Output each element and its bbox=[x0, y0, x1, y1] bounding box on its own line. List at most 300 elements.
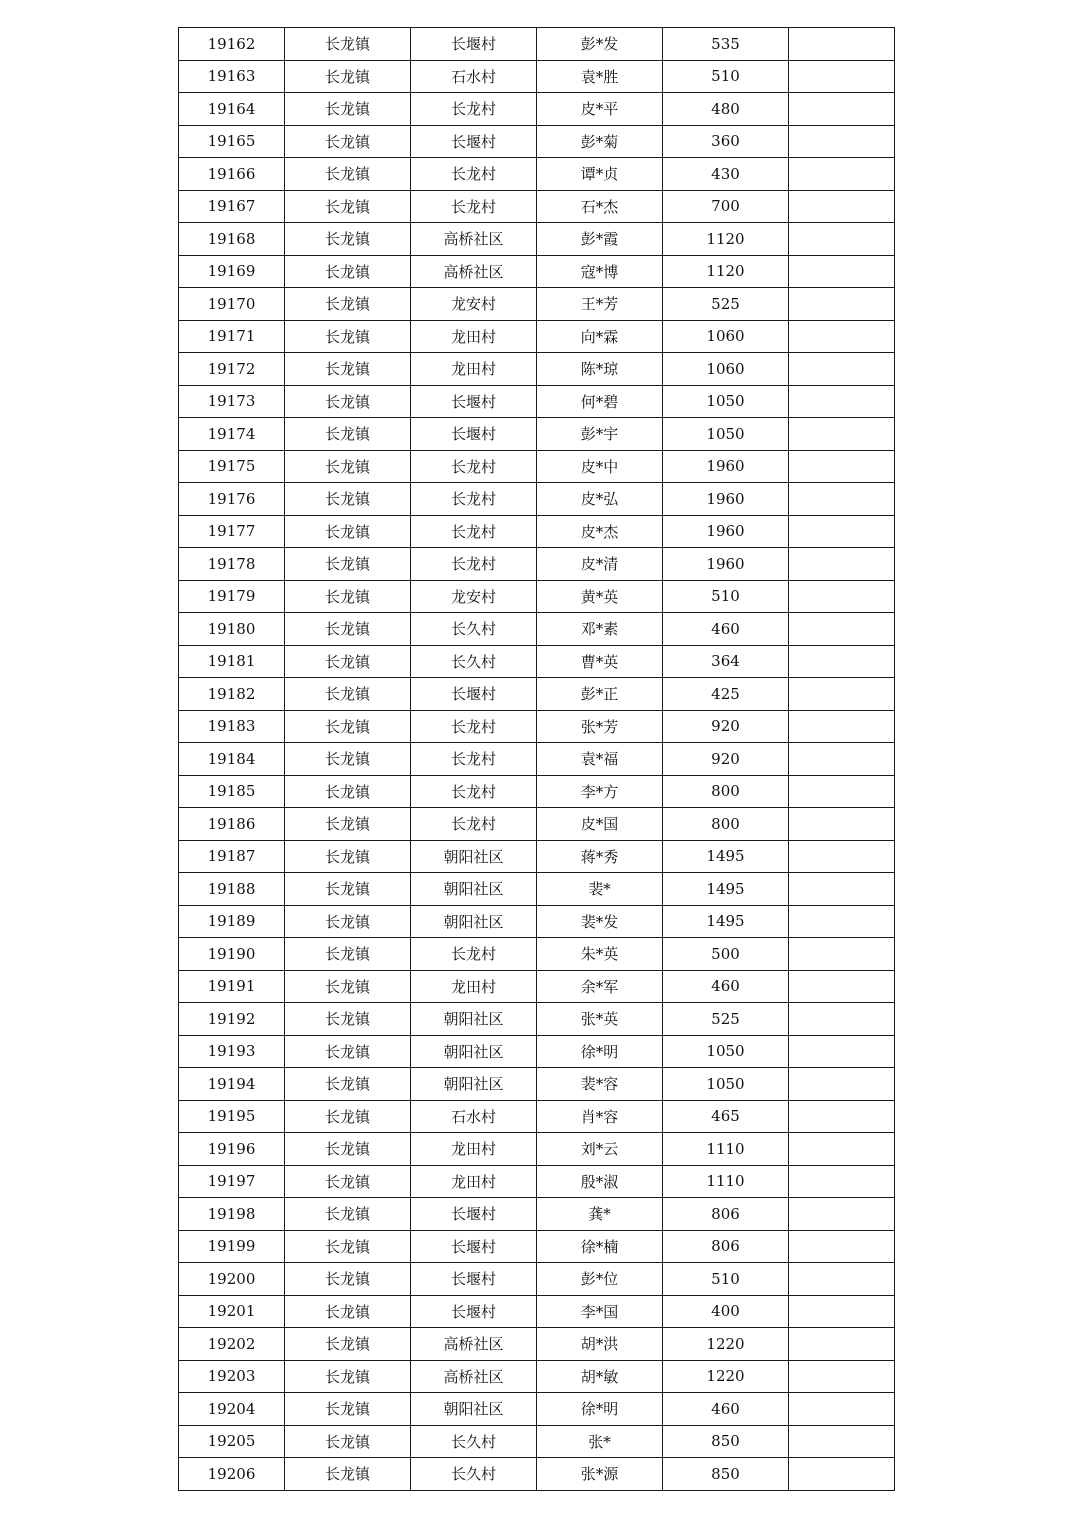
amount-cell: 525 bbox=[663, 288, 789, 321]
table-row bbox=[179, 450, 895, 483]
village-cell: 长堰村 bbox=[411, 1198, 537, 1231]
remark-cell bbox=[789, 483, 895, 516]
row-number-cell: 19172 bbox=[179, 353, 285, 386]
village-cell: 龙安村 bbox=[411, 288, 537, 321]
remark-cell bbox=[789, 938, 895, 971]
amount-cell: 1495 bbox=[663, 840, 789, 873]
remark-cell bbox=[789, 580, 895, 613]
remark-cell bbox=[789, 1068, 895, 1101]
name-cell: 袁*福 bbox=[537, 743, 663, 776]
name-cell: 皮*杰 bbox=[537, 515, 663, 548]
town-cell: 长龙镇 bbox=[285, 840, 411, 873]
row-number-cell: 19162 bbox=[179, 28, 285, 61]
name-cell: 张*源 bbox=[537, 1458, 663, 1491]
row-number-cell: 19170 bbox=[179, 288, 285, 321]
table-row bbox=[179, 710, 895, 743]
remark-cell bbox=[789, 255, 895, 288]
town-cell: 长龙镇 bbox=[285, 678, 411, 711]
town-cell: 长龙镇 bbox=[285, 1360, 411, 1393]
table-row bbox=[179, 1360, 895, 1393]
remark-cell bbox=[789, 1393, 895, 1426]
remark-cell bbox=[789, 1035, 895, 1068]
town-cell: 长龙镇 bbox=[285, 60, 411, 93]
town-cell: 长龙镇 bbox=[285, 353, 411, 386]
amount-cell: 510 bbox=[663, 60, 789, 93]
row-number-cell: 19193 bbox=[179, 1035, 285, 1068]
town-cell: 长龙镇 bbox=[285, 873, 411, 906]
village-cell: 长堰村 bbox=[411, 1263, 537, 1296]
name-cell: 徐*明 bbox=[537, 1393, 663, 1426]
row-number-cell: 19182 bbox=[179, 678, 285, 711]
table-row bbox=[179, 970, 895, 1003]
table-row bbox=[179, 1165, 895, 1198]
name-cell: 徐*楠 bbox=[537, 1230, 663, 1263]
table-row bbox=[179, 1068, 895, 1101]
name-cell: 朱*英 bbox=[537, 938, 663, 971]
amount-cell: 850 bbox=[663, 1458, 789, 1491]
remark-cell bbox=[789, 1458, 895, 1491]
row-number-cell: 19181 bbox=[179, 645, 285, 678]
table-row bbox=[179, 320, 895, 353]
name-cell: 皮*国 bbox=[537, 808, 663, 841]
row-number-cell: 19196 bbox=[179, 1133, 285, 1166]
remark-cell bbox=[789, 710, 895, 743]
table-row bbox=[179, 1003, 895, 1036]
remark-cell bbox=[789, 678, 895, 711]
amount-cell: 1050 bbox=[663, 385, 789, 418]
village-cell: 长龙村 bbox=[411, 190, 537, 223]
amount-cell: 1050 bbox=[663, 1068, 789, 1101]
remark-cell bbox=[789, 418, 895, 451]
amount-cell: 1960 bbox=[663, 548, 789, 581]
row-number-cell: 19187 bbox=[179, 840, 285, 873]
village-cell: 长龙村 bbox=[411, 483, 537, 516]
remark-cell bbox=[789, 873, 895, 906]
town-cell: 长龙镇 bbox=[285, 1230, 411, 1263]
remark-cell bbox=[789, 840, 895, 873]
name-cell: 王*芳 bbox=[537, 288, 663, 321]
amount-cell: 460 bbox=[663, 613, 789, 646]
village-cell: 朝阳社区 bbox=[411, 1068, 537, 1101]
remark-cell bbox=[789, 970, 895, 1003]
row-number-cell: 19179 bbox=[179, 580, 285, 613]
row-number-cell: 19203 bbox=[179, 1360, 285, 1393]
row-number-cell: 19175 bbox=[179, 450, 285, 483]
remark-cell bbox=[789, 1133, 895, 1166]
town-cell: 长龙镇 bbox=[285, 1425, 411, 1458]
town-cell: 长龙镇 bbox=[285, 1035, 411, 1068]
row-number-cell: 19176 bbox=[179, 483, 285, 516]
village-cell: 长久村 bbox=[411, 1425, 537, 1458]
village-cell: 高桥社区 bbox=[411, 1328, 537, 1361]
table-row bbox=[179, 808, 895, 841]
amount-cell: 364 bbox=[663, 645, 789, 678]
amount-cell: 465 bbox=[663, 1100, 789, 1133]
name-cell: 何*碧 bbox=[537, 385, 663, 418]
village-cell: 长堰村 bbox=[411, 28, 537, 61]
name-cell: 裴*容 bbox=[537, 1068, 663, 1101]
table-row bbox=[179, 1263, 895, 1296]
village-cell: 朝阳社区 bbox=[411, 1003, 537, 1036]
town-cell: 长龙镇 bbox=[285, 645, 411, 678]
remark-cell bbox=[789, 645, 895, 678]
town-cell: 长龙镇 bbox=[285, 28, 411, 61]
amount-cell: 535 bbox=[663, 28, 789, 61]
row-number-cell: 19166 bbox=[179, 158, 285, 191]
village-cell: 长龙村 bbox=[411, 743, 537, 776]
amount-cell: 360 bbox=[663, 125, 789, 158]
village-cell: 朝阳社区 bbox=[411, 873, 537, 906]
amount-cell: 1110 bbox=[663, 1165, 789, 1198]
table-row bbox=[179, 1100, 895, 1133]
town-cell: 长龙镇 bbox=[285, 580, 411, 613]
town-cell: 长龙镇 bbox=[285, 1003, 411, 1036]
remark-cell bbox=[789, 385, 895, 418]
remark-cell bbox=[789, 1425, 895, 1458]
row-number-cell: 19173 bbox=[179, 385, 285, 418]
town-cell: 长龙镇 bbox=[285, 1328, 411, 1361]
remark-cell bbox=[789, 808, 895, 841]
name-cell: 肖*容 bbox=[537, 1100, 663, 1133]
row-number-cell: 19164 bbox=[179, 93, 285, 126]
row-number-cell: 19188 bbox=[179, 873, 285, 906]
remark-cell bbox=[789, 28, 895, 61]
row-number-cell: 19191 bbox=[179, 970, 285, 1003]
remark-cell bbox=[789, 1100, 895, 1133]
town-cell: 长龙镇 bbox=[285, 125, 411, 158]
table-row bbox=[179, 775, 895, 808]
name-cell: 张* bbox=[537, 1425, 663, 1458]
name-cell: 龚* bbox=[537, 1198, 663, 1231]
name-cell: 皮*清 bbox=[537, 548, 663, 581]
table-row bbox=[179, 938, 895, 971]
row-number-cell: 19167 bbox=[179, 190, 285, 223]
amount-cell: 920 bbox=[663, 710, 789, 743]
table-row bbox=[179, 385, 895, 418]
village-cell: 朝阳社区 bbox=[411, 840, 537, 873]
row-number-cell: 19199 bbox=[179, 1230, 285, 1263]
remark-cell bbox=[789, 125, 895, 158]
town-cell: 长龙镇 bbox=[285, 320, 411, 353]
village-cell: 长龙村 bbox=[411, 93, 537, 126]
name-cell: 皮*中 bbox=[537, 450, 663, 483]
amount-cell: 1120 bbox=[663, 223, 789, 256]
amount-cell: 510 bbox=[663, 580, 789, 613]
remark-cell bbox=[789, 320, 895, 353]
village-cell: 长堰村 bbox=[411, 1295, 537, 1328]
village-cell: 龙田村 bbox=[411, 353, 537, 386]
remark-cell bbox=[789, 1230, 895, 1263]
village-cell: 长龙村 bbox=[411, 938, 537, 971]
remark-cell bbox=[789, 743, 895, 776]
remark-cell bbox=[789, 1295, 895, 1328]
name-cell: 曹*英 bbox=[537, 645, 663, 678]
amount-cell: 1960 bbox=[663, 450, 789, 483]
table-row bbox=[179, 1295, 895, 1328]
village-cell: 长龙村 bbox=[411, 548, 537, 581]
row-number-cell: 19192 bbox=[179, 1003, 285, 1036]
amount-cell: 1050 bbox=[663, 1035, 789, 1068]
table-row bbox=[179, 1458, 895, 1491]
amount-cell: 806 bbox=[663, 1198, 789, 1231]
name-cell: 寇*博 bbox=[537, 255, 663, 288]
row-number-cell: 19200 bbox=[179, 1263, 285, 1296]
table-row bbox=[179, 418, 895, 451]
row-number-cell: 19177 bbox=[179, 515, 285, 548]
village-cell: 龙田村 bbox=[411, 1165, 537, 1198]
amount-cell: 500 bbox=[663, 938, 789, 971]
table-row bbox=[179, 1133, 895, 1166]
village-cell: 长龙村 bbox=[411, 515, 537, 548]
remark-cell bbox=[789, 223, 895, 256]
name-cell: 皮*平 bbox=[537, 93, 663, 126]
table-row bbox=[179, 840, 895, 873]
table-row bbox=[179, 1198, 895, 1231]
town-cell: 长龙镇 bbox=[285, 1068, 411, 1101]
remark-cell bbox=[789, 1263, 895, 1296]
table-row bbox=[179, 223, 895, 256]
data-table bbox=[178, 27, 895, 1491]
village-cell: 长龙村 bbox=[411, 808, 537, 841]
row-number-cell: 19201 bbox=[179, 1295, 285, 1328]
amount-cell: 480 bbox=[663, 93, 789, 126]
village-cell: 长久村 bbox=[411, 613, 537, 646]
name-cell: 蒋*秀 bbox=[537, 840, 663, 873]
village-cell: 朝阳社区 bbox=[411, 1035, 537, 1068]
name-cell: 彭*菊 bbox=[537, 125, 663, 158]
remark-cell bbox=[789, 1360, 895, 1393]
village-cell: 龙安村 bbox=[411, 580, 537, 613]
table-row bbox=[179, 548, 895, 581]
town-cell: 长龙镇 bbox=[285, 1133, 411, 1166]
row-number-cell: 19189 bbox=[179, 905, 285, 938]
village-cell: 长久村 bbox=[411, 645, 537, 678]
village-cell: 石水村 bbox=[411, 1100, 537, 1133]
village-cell: 长堰村 bbox=[411, 1230, 537, 1263]
row-number-cell: 19180 bbox=[179, 613, 285, 646]
village-cell: 长堰村 bbox=[411, 385, 537, 418]
table-row bbox=[179, 158, 895, 191]
table-row bbox=[179, 255, 895, 288]
row-number-cell: 19174 bbox=[179, 418, 285, 451]
name-cell: 陈*琼 bbox=[537, 353, 663, 386]
table-row bbox=[179, 93, 895, 126]
town-cell: 长龙镇 bbox=[285, 1198, 411, 1231]
amount-cell: 1050 bbox=[663, 418, 789, 451]
name-cell: 彭*霞 bbox=[537, 223, 663, 256]
remark-cell bbox=[789, 775, 895, 808]
remark-cell bbox=[789, 60, 895, 93]
row-number-cell: 19202 bbox=[179, 1328, 285, 1361]
town-cell: 长龙镇 bbox=[285, 418, 411, 451]
row-number-cell: 19185 bbox=[179, 775, 285, 808]
amount-cell: 1060 bbox=[663, 320, 789, 353]
village-cell: 高桥社区 bbox=[411, 223, 537, 256]
town-cell: 长龙镇 bbox=[285, 483, 411, 516]
amount-cell: 460 bbox=[663, 970, 789, 1003]
name-cell: 殷*淑 bbox=[537, 1165, 663, 1198]
row-number-cell: 19194 bbox=[179, 1068, 285, 1101]
table-row bbox=[179, 1425, 895, 1458]
table-row bbox=[179, 1393, 895, 1426]
town-cell: 长龙镇 bbox=[285, 158, 411, 191]
town-cell: 长龙镇 bbox=[285, 93, 411, 126]
table-row bbox=[179, 743, 895, 776]
name-cell: 彭*宇 bbox=[537, 418, 663, 451]
town-cell: 长龙镇 bbox=[285, 1100, 411, 1133]
town-cell: 长龙镇 bbox=[285, 223, 411, 256]
remark-cell bbox=[789, 613, 895, 646]
town-cell: 长龙镇 bbox=[285, 1295, 411, 1328]
name-cell: 邓*素 bbox=[537, 613, 663, 646]
table-row bbox=[179, 483, 895, 516]
table-row bbox=[179, 353, 895, 386]
village-cell: 石水村 bbox=[411, 60, 537, 93]
row-number-cell: 19178 bbox=[179, 548, 285, 581]
village-cell: 朝阳社区 bbox=[411, 905, 537, 938]
amount-cell: 800 bbox=[663, 775, 789, 808]
table-row bbox=[179, 288, 895, 321]
amount-cell: 1220 bbox=[663, 1328, 789, 1361]
remark-cell bbox=[789, 93, 895, 126]
amount-cell: 806 bbox=[663, 1230, 789, 1263]
table-row bbox=[179, 515, 895, 548]
village-cell: 龙田村 bbox=[411, 970, 537, 1003]
row-number-cell: 19198 bbox=[179, 1198, 285, 1231]
town-cell: 长龙镇 bbox=[285, 548, 411, 581]
amount-cell: 920 bbox=[663, 743, 789, 776]
town-cell: 长龙镇 bbox=[285, 1458, 411, 1491]
town-cell: 长龙镇 bbox=[285, 938, 411, 971]
village-cell: 长龙村 bbox=[411, 710, 537, 743]
row-number-cell: 19204 bbox=[179, 1393, 285, 1426]
town-cell: 长龙镇 bbox=[285, 743, 411, 776]
table-row bbox=[179, 60, 895, 93]
amount-cell: 425 bbox=[663, 678, 789, 711]
name-cell: 彭*正 bbox=[537, 678, 663, 711]
name-cell: 谭*贞 bbox=[537, 158, 663, 191]
table-row bbox=[179, 1035, 895, 1068]
row-number-cell: 19197 bbox=[179, 1165, 285, 1198]
town-cell: 长龙镇 bbox=[285, 613, 411, 646]
amount-cell: 1220 bbox=[663, 1360, 789, 1393]
table-row bbox=[179, 1328, 895, 1361]
row-number-cell: 19190 bbox=[179, 938, 285, 971]
name-cell: 胡*敏 bbox=[537, 1360, 663, 1393]
name-cell: 徐*明 bbox=[537, 1035, 663, 1068]
town-cell: 长龙镇 bbox=[285, 255, 411, 288]
table-row bbox=[179, 28, 895, 61]
village-cell: 龙田村 bbox=[411, 1133, 537, 1166]
table-row bbox=[179, 905, 895, 938]
town-cell: 长龙镇 bbox=[285, 515, 411, 548]
village-cell: 长龙村 bbox=[411, 775, 537, 808]
table-row bbox=[179, 190, 895, 223]
town-cell: 长龙镇 bbox=[285, 1393, 411, 1426]
remark-cell bbox=[789, 548, 895, 581]
row-number-cell: 19195 bbox=[179, 1100, 285, 1133]
remark-cell bbox=[789, 1198, 895, 1231]
amount-cell: 1960 bbox=[663, 483, 789, 516]
name-cell: 胡*洪 bbox=[537, 1328, 663, 1361]
village-cell: 高桥社区 bbox=[411, 255, 537, 288]
remark-cell bbox=[789, 190, 895, 223]
amount-cell: 1960 bbox=[663, 515, 789, 548]
name-cell: 彭*发 bbox=[537, 28, 663, 61]
remark-cell bbox=[789, 353, 895, 386]
town-cell: 长龙镇 bbox=[285, 905, 411, 938]
amount-cell: 700 bbox=[663, 190, 789, 223]
town-cell: 长龙镇 bbox=[285, 1165, 411, 1198]
remark-cell bbox=[789, 1328, 895, 1361]
amount-cell: 1495 bbox=[663, 905, 789, 938]
amount-cell: 1120 bbox=[663, 255, 789, 288]
name-cell: 李*方 bbox=[537, 775, 663, 808]
row-number-cell: 19186 bbox=[179, 808, 285, 841]
name-cell: 裴*发 bbox=[537, 905, 663, 938]
village-cell: 长久村 bbox=[411, 1458, 537, 1491]
row-number-cell: 19169 bbox=[179, 255, 285, 288]
town-cell: 长龙镇 bbox=[285, 190, 411, 223]
remark-cell bbox=[789, 515, 895, 548]
town-cell: 长龙镇 bbox=[285, 775, 411, 808]
name-cell: 向*霖 bbox=[537, 320, 663, 353]
amount-cell: 1060 bbox=[663, 353, 789, 386]
village-cell: 朝阳社区 bbox=[411, 1393, 537, 1426]
name-cell: 张*英 bbox=[537, 1003, 663, 1036]
table-row bbox=[179, 580, 895, 613]
town-cell: 长龙镇 bbox=[285, 450, 411, 483]
name-cell: 袁*胜 bbox=[537, 60, 663, 93]
row-number-cell: 19206 bbox=[179, 1458, 285, 1491]
town-cell: 长龙镇 bbox=[285, 808, 411, 841]
row-number-cell: 19183 bbox=[179, 710, 285, 743]
table-row bbox=[179, 645, 895, 678]
amount-cell: 510 bbox=[663, 1263, 789, 1296]
name-cell: 石*杰 bbox=[537, 190, 663, 223]
name-cell: 刘*云 bbox=[537, 1133, 663, 1166]
amount-cell: 800 bbox=[663, 808, 789, 841]
village-cell: 长堰村 bbox=[411, 125, 537, 158]
name-cell: 彭*位 bbox=[537, 1263, 663, 1296]
row-number-cell: 19205 bbox=[179, 1425, 285, 1458]
table-body bbox=[179, 28, 895, 1491]
table-row bbox=[179, 125, 895, 158]
amount-cell: 460 bbox=[663, 1393, 789, 1426]
row-number-cell: 19163 bbox=[179, 60, 285, 93]
row-number-cell: 19165 bbox=[179, 125, 285, 158]
town-cell: 长龙镇 bbox=[285, 970, 411, 1003]
remark-cell bbox=[789, 158, 895, 191]
name-cell: 黄*英 bbox=[537, 580, 663, 613]
amount-cell: 850 bbox=[663, 1425, 789, 1458]
row-number-cell: 19171 bbox=[179, 320, 285, 353]
name-cell: 余*军 bbox=[537, 970, 663, 1003]
row-number-cell: 19184 bbox=[179, 743, 285, 776]
name-cell: 李*国 bbox=[537, 1295, 663, 1328]
table-row bbox=[179, 1230, 895, 1263]
town-cell: 长龙镇 bbox=[285, 710, 411, 743]
town-cell: 长龙镇 bbox=[285, 385, 411, 418]
remark-cell bbox=[789, 450, 895, 483]
table-row bbox=[179, 873, 895, 906]
town-cell: 长龙镇 bbox=[285, 1263, 411, 1296]
amount-cell: 1495 bbox=[663, 873, 789, 906]
village-cell: 长堰村 bbox=[411, 678, 537, 711]
amount-cell: 430 bbox=[663, 158, 789, 191]
row-number-cell: 19168 bbox=[179, 223, 285, 256]
amount-cell: 400 bbox=[663, 1295, 789, 1328]
